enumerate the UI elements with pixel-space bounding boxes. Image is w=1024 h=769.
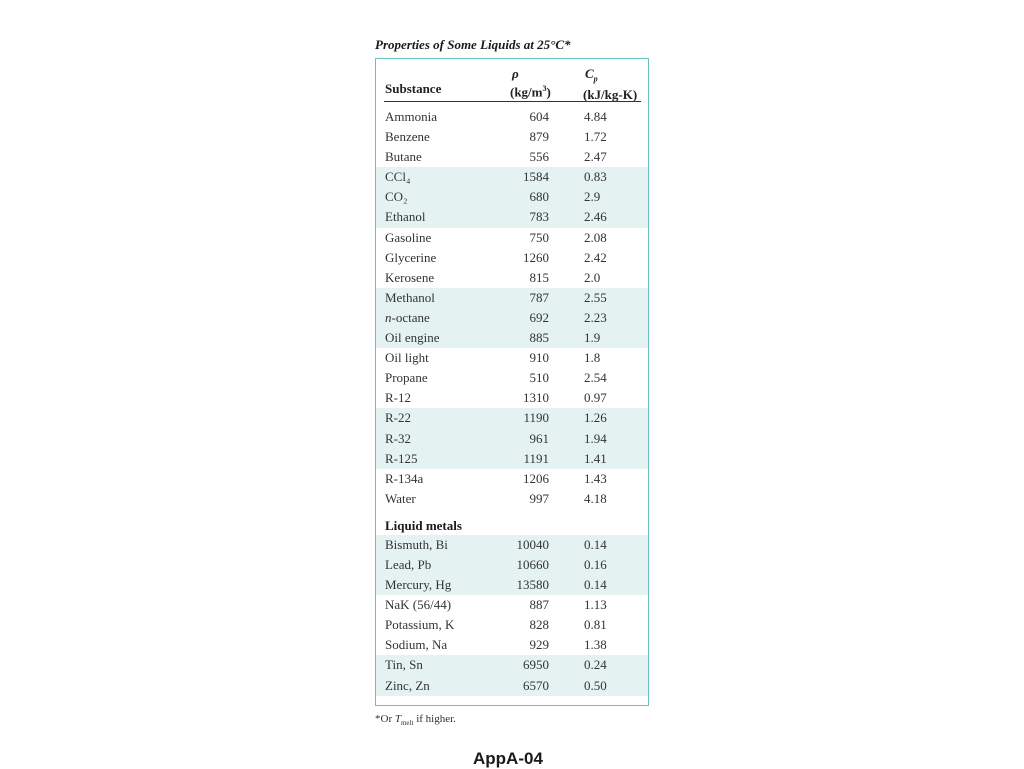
substance-cell: Ethanol <box>385 209 426 225</box>
substance-cell: Potassium, K <box>385 617 455 633</box>
table-row <box>376 348 648 368</box>
cp-symbol: C <box>585 66 594 81</box>
cp-cell: 2.54 <box>584 370 607 386</box>
cp-cell: 2.55 <box>584 289 607 305</box>
density-cell: 510 <box>529 370 549 386</box>
table-row <box>376 595 648 615</box>
substance-cell: Lead, Pb <box>385 556 432 572</box>
substance-cell: R-32 <box>385 430 411 446</box>
table-row <box>376 469 648 489</box>
footnote <box>375 713 456 727</box>
table-row <box>376 207 648 227</box>
table-row <box>376 635 648 655</box>
table-row <box>376 449 648 469</box>
table-row <box>376 167 648 187</box>
density-cell: 879 <box>529 129 549 145</box>
substance-cell: n-octane <box>385 309 430 325</box>
table-row <box>376 535 648 555</box>
cp-cell: 2.23 <box>584 309 607 325</box>
cp-cell: 0.14 <box>584 577 607 593</box>
properties-table <box>375 58 649 706</box>
table-row <box>376 575 648 595</box>
substance-cell: Butane <box>385 149 422 165</box>
header-rule <box>384 101 641 102</box>
cp-cell: 1.41 <box>584 450 607 466</box>
substance-cell: Glycerine <box>385 249 437 265</box>
footnote-suffix: if higher. <box>413 713 456 725</box>
cp-cell: 2.9 <box>584 189 601 205</box>
density-cell: 929 <box>529 637 549 653</box>
section-header <box>376 509 648 535</box>
density-cell: 1310 <box>523 390 549 406</box>
table-row <box>376 489 648 509</box>
table-header <box>376 59 648 103</box>
density-cell: 604 <box>529 109 549 124</box>
cp-unit: (kJ/kg-K) <box>583 86 638 102</box>
density-cell: 10660 <box>516 556 549 572</box>
density-cell: 828 <box>529 617 549 633</box>
table-row <box>376 388 648 408</box>
substance-cell: Tin, Sn <box>385 657 423 673</box>
cp-cell: 2.47 <box>584 149 607 165</box>
cp-cell: 2.42 <box>584 249 607 265</box>
cp-cell: 2.0 <box>584 269 601 285</box>
substance-cell: Oil light <box>385 350 429 366</box>
density-cell: 692 <box>529 309 549 325</box>
cp-cell: 1.72 <box>584 129 607 145</box>
substance-cell: Water <box>385 490 416 506</box>
cp-cell: 2.46 <box>584 209 607 225</box>
table-row <box>376 368 648 388</box>
substance-cell: R-12 <box>385 390 411 406</box>
table-caption: Properties of Some Liquids at 25°C* <box>375 37 571 52</box>
table-row <box>376 655 648 675</box>
substance-cell: NaK (56/44) <box>385 597 452 613</box>
table-body <box>376 107 648 696</box>
substance-cell: Kerosene <box>385 269 435 285</box>
substance-cell: CCl₄ <box>385 169 411 185</box>
footnote-t-symbol: T <box>394 713 401 725</box>
substance-cell: Zinc, Zn <box>385 677 430 693</box>
substance-cell: Benzene <box>385 129 430 145</box>
table-row <box>376 308 648 328</box>
table-row <box>376 429 648 449</box>
density-cell: 1191 <box>523 450 549 466</box>
density-cell: 910 <box>529 350 549 366</box>
table-row <box>376 615 648 635</box>
density-unit: (kg/m <box>510 84 543 100</box>
table-row <box>376 147 648 167</box>
cp-cell: 0.97 <box>584 390 607 406</box>
table-row <box>376 268 648 288</box>
substance-cell: Oil engine <box>385 330 440 346</box>
substance-cell: CO₂ <box>385 189 408 205</box>
cp-cell: 1.13 <box>584 597 607 613</box>
density-unit-close: ) <box>546 84 551 100</box>
footnote-prefix: *Or <box>375 713 395 725</box>
header-density <box>510 66 551 99</box>
slide-label: AppA-04 <box>473 749 543 768</box>
table-row <box>376 555 648 575</box>
table-row <box>376 288 648 308</box>
density-unit-exponent: 3 <box>542 84 547 93</box>
cp-cell: 2.08 <box>584 229 607 245</box>
cp-cell: 4.84 <box>584 109 607 124</box>
density-symbol: ρ <box>512 66 519 81</box>
density-cell: 885 <box>529 330 549 346</box>
density-cell: 6950 <box>523 657 549 673</box>
density-cell: 783 <box>529 209 549 225</box>
cp-cell: 1.9 <box>584 330 601 346</box>
substance-cell: Mercury, Hg <box>385 577 452 593</box>
density-cell: 887 <box>529 597 549 613</box>
substance-cell: Sodium, Na <box>385 637 448 653</box>
density-cell: 680 <box>529 189 549 205</box>
cp-cell: 0.81 <box>584 617 607 633</box>
substance-cell: Gasoline <box>385 229 432 245</box>
cp-cell: 0.83 <box>584 169 607 185</box>
density-cell: 787 <box>529 289 549 305</box>
density-cell: 6570 <box>523 677 549 693</box>
table-row <box>376 328 648 348</box>
density-cell: 1190 <box>523 410 549 426</box>
density-cell: 1260 <box>523 249 549 265</box>
density-cell: 10040 <box>516 536 549 552</box>
cp-cell: 4.18 <box>584 490 607 506</box>
table-row <box>376 408 648 428</box>
substance-cell: Bismuth, Bi <box>385 536 448 552</box>
footnote-t-subscript: melt <box>400 719 414 728</box>
table-row <box>376 228 648 248</box>
header-substance: Substance <box>385 81 442 96</box>
cp-cell: 1.38 <box>584 637 607 653</box>
substance-cell: R-134a <box>385 470 424 486</box>
cp-cell: 0.14 <box>584 536 607 552</box>
cp-cell: 0.16 <box>584 556 607 572</box>
cp-cell: 1.94 <box>584 430 607 446</box>
substance-cell: Methanol <box>385 289 435 305</box>
density-cell: 1206 <box>523 470 549 486</box>
density-cell: 815 <box>529 269 549 285</box>
density-cell: 1584 <box>523 169 549 185</box>
density-cell: 961 <box>529 430 549 446</box>
header-specific-heat <box>583 66 637 102</box>
table-row <box>376 676 648 696</box>
cp-cell: 1.26 <box>584 410 607 426</box>
table-row <box>376 107 648 127</box>
density-cell: 750 <box>529 229 549 245</box>
density-cell: 997 <box>529 490 549 506</box>
substance-cell: Ammonia <box>385 109 437 124</box>
substance-cell: R-125 <box>385 450 418 466</box>
cp-cell: 1.43 <box>584 470 607 486</box>
cp-cell: 1.8 <box>584 350 601 366</box>
table-row <box>376 248 648 268</box>
substance-cell: R-22 <box>385 410 411 426</box>
density-cell: 13580 <box>516 577 549 593</box>
cp-subscript: p <box>593 74 598 84</box>
cp-cell: 0.24 <box>584 657 607 673</box>
table-row <box>376 187 648 207</box>
table-row <box>376 127 648 147</box>
substance-cell: Propane <box>385 370 428 386</box>
density-cell: 556 <box>529 149 549 165</box>
cp-cell: 0.50 <box>584 677 607 693</box>
section-label: Liquid metals <box>385 517 462 533</box>
